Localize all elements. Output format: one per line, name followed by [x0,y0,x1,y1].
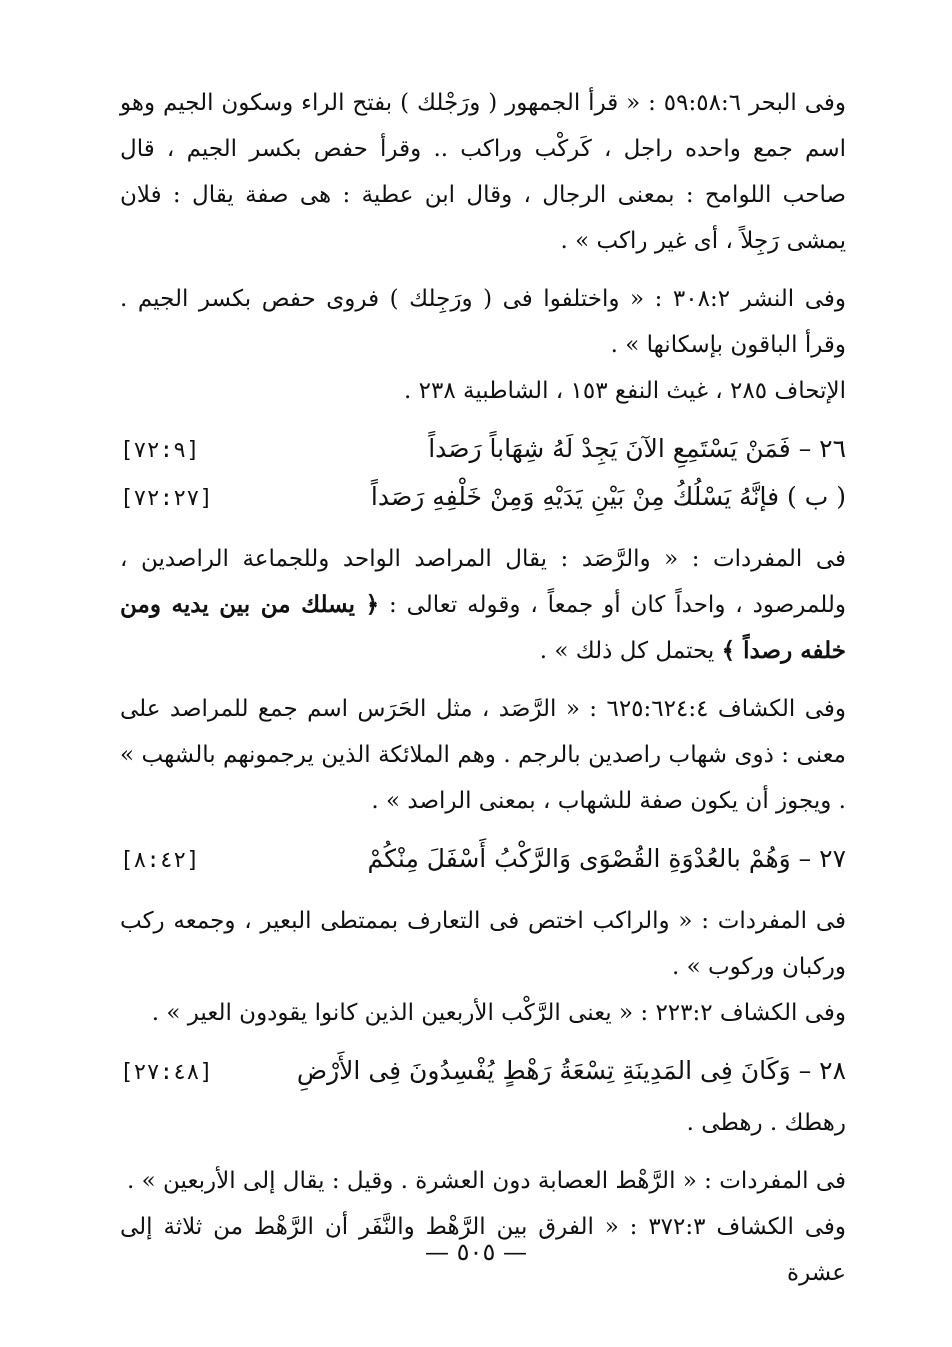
paragraph-kashshaf-raht: وفى الكشاف ٣٧٢:٣ : « الفرق بين الرَّهْط والنَّفَر أن الرَّهْط من ثلاثة إلى عشرة [120,1214,846,1286]
verse-28 [120,1048,846,1096]
verse-group-27 [120,836,846,884]
verse-group-28 [120,1048,846,1096]
text-segment: فى المفردات : « والرَّصَد : يقال المراصد الواحد وللجماعة الراصدين ، وللمرصود ، واحداً كان أو جمعاً ، وقوله تعالى : [120,546,846,618]
page-content [120,80,846,1308]
verse-text: ( ب ) فإنَّهُ يَسْلُكُ مِنْ بَيْنِ يَدَيْهِ وَمِنْ خَلْفِهِ رَصَداً [370,482,846,511]
verse-27 [120,836,846,884]
paragraph-bahr: وفى البحر ٥٩:٥٨:٦ : « قرأ الجمهور ( ورَجْلك ) بفتح الراء وسكون الجيم وهو اسم جمع واحده راجل ، كَركْب وراكب .. وقرأ حفص بكسر الجيم ، قال صاحب اللوامح : بمعنى الرجال ، وقال ابن عطية : هى صفة يقال : فلان يمشى رَجِلاً ، أى غير راكب » . [120,90,846,254]
paragraph-kashshaf-rakb: وفى الكشاف ٢٢٣:٢ : « يعنى الرَّكْب الأربعين الذين كانوا يقودون العير » . [151,1000,846,1026]
paragraph-kashshaf-rasad: وفى الكشاف ٦٢٥:٦٢٤:٤ : « الرَّصَد ، مثل الحَرَس اسم جمع للمراصد على معنى : ذوى شهاب راصدين بالرجم . وهم الملائكة الذين يرجمونهم بالشهب » . ويجوز أن يكون صفة للشهاب ، بمعنى الراصد » . [120,696,846,814]
paragraph-nashr: وفى النشر ٣٠٨:٢ : « واختلفوا فى ( ورَجِلك ) فروى حفص بكسر الجيم . وقرأ الباقون بإسكانها » . [120,286,846,358]
paragraph-rahtak: رهطك . رهطى . [686,1110,846,1136]
paragraph-references: الإتحاف ٢٨٥ ، غيث النفع ١٥٣ ، الشاطبية ٢٣٨ . [404,378,846,404]
verse-reference: [٢٧:٤٨] [120,1060,213,1085]
quoted-verse: ﴿ يسلك من بين يديه ومن خلفه رصداً ﴾ [120,591,846,664]
verse-reference: [٧٢:٢٧] [120,486,213,511]
verse-text: ٢٧ – وَهُمْ بالعُدْوَةِ القُصْوَى وَالرَّكْبُ أَسْفَلَ مِنْكُمْ [367,844,846,873]
page-number: — ٥٠٥ — [425,1238,527,1266]
paragraph-mufradat-raht: فى المفردات : « الرَّهْط العصابة دون العشرة . وقيل : يقال إلى الأربعين » . [127,1168,846,1194]
verse-text: ٢٨ – وَكَانَ فِى المَدِينَةِ تِسْعَةُ رَهْطٍ يُفْسِدُونَ فِى الأَرْضِ [296,1056,846,1085]
verse-group-26 [120,426,846,522]
verse-26 [120,426,846,474]
verse-reference: [٨:٤٢] [120,848,200,873]
verse-text: ٢٦ – فَمَنْ يَسْتَمِعِ الآنَ يَجِدْ لَهُ شِهَاباً رَصَداً [428,434,846,463]
paragraph-mufradat-rakib: فى المفردات : « والراكب اختص فى التعارف بممتطى البعير ، وجمعه ركب وركبان وركوب » . [120,908,846,980]
text-segment: يحتمل كل ذلك » . [539,638,722,664]
paragraph-mufradat-rasad [120,536,846,674]
verse-reference: [٧٢:٩] [120,438,200,463]
verse-26b [120,474,846,522]
